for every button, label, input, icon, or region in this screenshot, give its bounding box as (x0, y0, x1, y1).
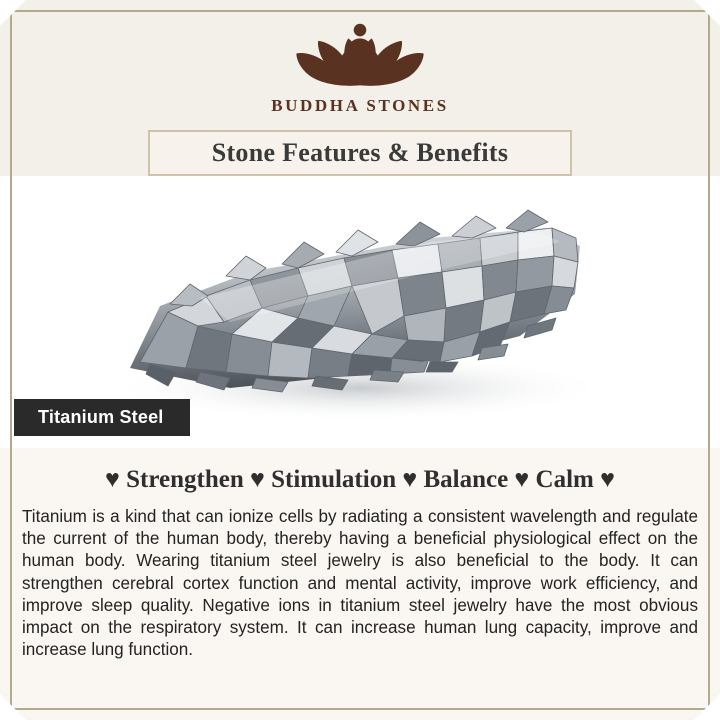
section-title-bar (148, 130, 572, 176)
page-title: Stone Features & Benefits (211, 138, 509, 167)
buddha-lotus-icon (275, 20, 445, 92)
corner-triangle-top-right (694, 0, 720, 26)
corner-triangle-bottom-left (0, 694, 26, 720)
corner-triangle-bottom-right (694, 694, 720, 720)
brand-logo (271, 20, 449, 116)
stone-name-label: Titanium Steel (14, 399, 190, 436)
brand-name: BUDDHA STONES (271, 96, 449, 115)
benefits-headline: ♥ Strengthen ♥ Stimulation ♥ Balance ♥ Calm ♥ (105, 466, 615, 493)
description-section (0, 448, 720, 720)
corner-triangle-top-left (0, 0, 26, 26)
product-image-area (0, 176, 720, 448)
header (0, 0, 720, 176)
description-text: Titanium is a kind that can ionize cells by radiating a consistent wavelength and regulate the current of the human body, thereby having a beneficial physiological effect on the human body. Wearing titanium steel jewelry is also beneficial to the body. It can strengthen cerebral cortex function and mental activity, improve work efficiency, and improve sleep quality. Negative ions in titanium steel jewelry have the most obvious impact on the respiratory system. It can increase human lung capacity, improve and increase lung function. (22, 507, 698, 660)
